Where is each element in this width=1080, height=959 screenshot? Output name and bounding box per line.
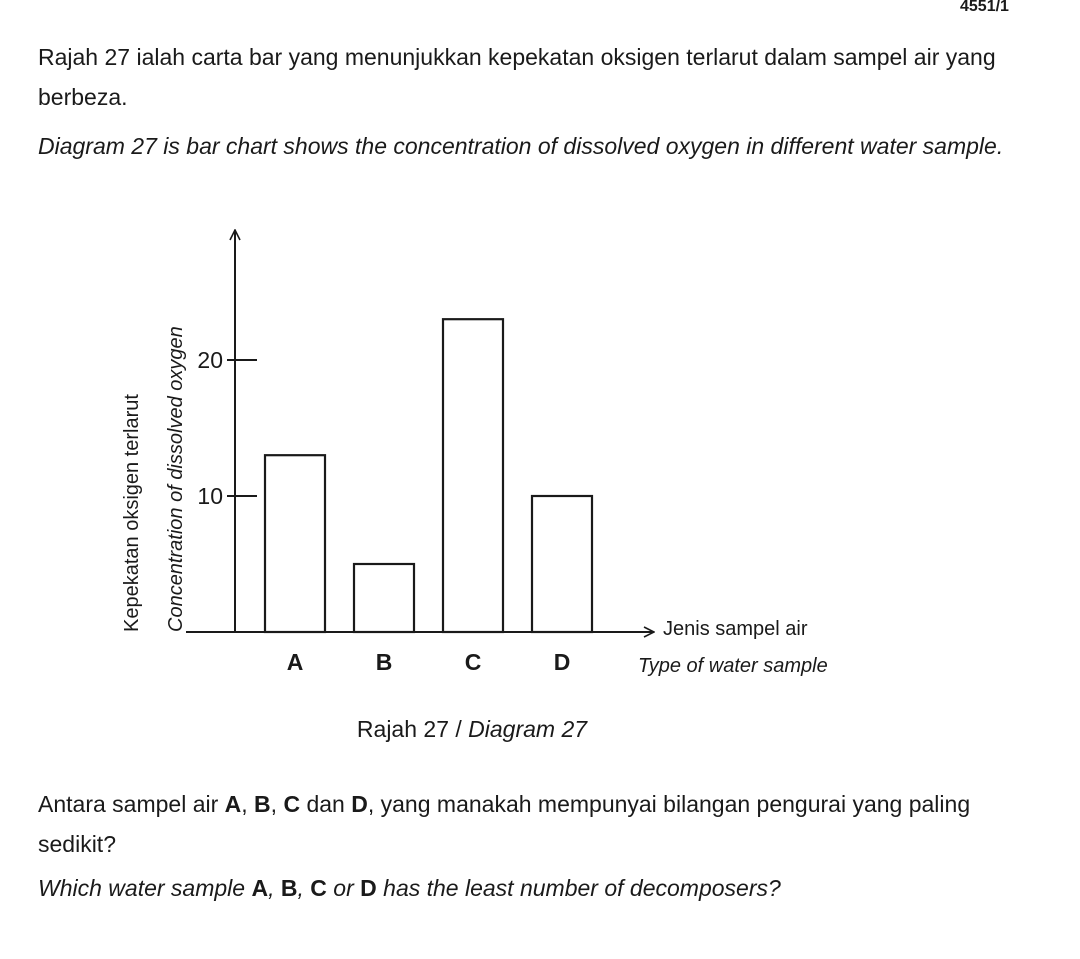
option-d: D [351, 791, 368, 817]
caption-english: Diagram 27 [468, 716, 588, 742]
option-b: B [280, 875, 298, 901]
intro-malay: Rajah 27 ialah carta bar yang menunjukkan kepekatan oksigen terlarut dalam sampel air yang berbeza. [38, 44, 996, 110]
question-malay-prefix: Antara sampel air [38, 791, 225, 817]
question-english-sep: , [297, 875, 311, 901]
question-malay-sep: , [270, 791, 284, 817]
option-d: D [360, 875, 377, 901]
x-tick-label-d: D [553, 649, 571, 675]
bar-b [354, 564, 414, 632]
x-axis-label-english: Type of water sample [638, 655, 828, 677]
y-tick-label-10: 10 [197, 483, 223, 509]
caption-malay: Rajah 27 [356, 716, 449, 742]
question-english-sep: , [268, 875, 281, 901]
question-english-suffix: has the least number of decomposers? [376, 875, 781, 901]
bar-a [265, 455, 325, 632]
x-tick-labels-group [287, 649, 571, 675]
intro-english: Diagram 27 is bar chart shows the concentration of dissolved oxygen in different water sample. [38, 133, 1004, 159]
question-malay-and: dan [300, 791, 352, 817]
option-c: C [283, 791, 301, 817]
option-c: C [310, 875, 327, 901]
x-tick-label-a: A [286, 649, 304, 675]
x-tick-label-b: B [375, 649, 393, 675]
bar-d [532, 496, 592, 632]
question-english-or: or [326, 875, 361, 901]
y-axis-label-english: Concentration of dissolved oxygen [165, 326, 187, 632]
question-malay-sep: , [241, 791, 255, 817]
y-tick-label-20: 20 [197, 347, 223, 373]
x-tick-label-c: C [464, 649, 482, 675]
option-a: A [224, 791, 242, 817]
bars-group [265, 319, 592, 632]
question-malay-suffix: , yang manakah mempunyai bilangan pengurai yang paling sedikit? [38, 791, 971, 857]
figure-caption [0, 716, 944, 743]
option-b: B [254, 791, 271, 817]
x-axis-label-malay: Jenis sampel air [663, 618, 808, 640]
y-axis-label-malay: Kepekatan oksigen terlarut [121, 394, 143, 632]
page-code: 4551/1 [960, 0, 1009, 12]
bar-c [443, 319, 503, 632]
y-ticks-group [197, 347, 257, 509]
option-a: A [251, 875, 269, 901]
question-english [38, 868, 1038, 908]
question-malay [38, 784, 1038, 864]
bar-chart [0, 200, 960, 700]
question-english-prefix: Which water sample [38, 875, 252, 901]
caption-separator: / [449, 716, 469, 742]
